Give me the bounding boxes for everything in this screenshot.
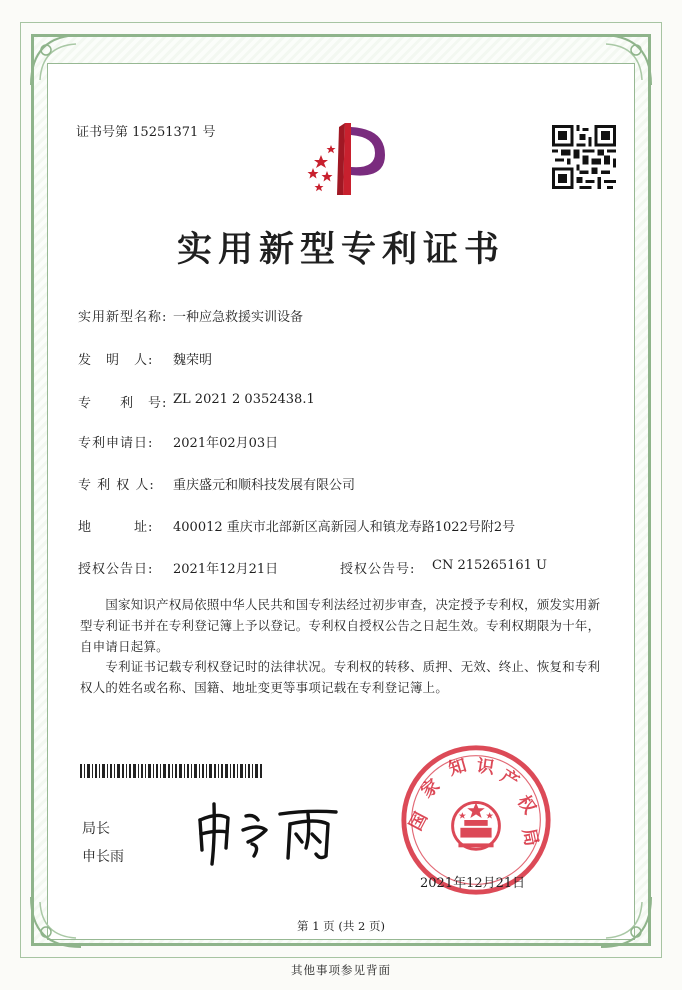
qr-code bbox=[552, 125, 616, 189]
director-title: 局长 bbox=[82, 821, 110, 837]
patent-office-logo-icon bbox=[293, 113, 393, 203]
legal-status-paragraph: 专利证书记载专利权登记时的法律状况。专利权的转移、质押、无效、终止、恢复和专利权人的姓名或名称、国籍、地址变更等事项记载在专利登记簿上。 bbox=[80, 659, 601, 695]
certificate-title: 实用新型专利证书 bbox=[176, 229, 505, 270]
certificate-number-suffix: 号 bbox=[202, 125, 216, 140]
director-signature bbox=[188, 798, 348, 868]
svg-text:知: 知 bbox=[446, 755, 469, 780]
filing-date-label: 专利申请日: bbox=[78, 436, 154, 451]
corner-ornament-top-right bbox=[596, 30, 656, 90]
inventor-value: 魏荣明 bbox=[173, 353, 213, 368]
certificate-number-label: 证书号第 bbox=[76, 125, 129, 140]
patentee-label: 专 利 权 人: bbox=[78, 478, 155, 493]
svg-text:家: 家 bbox=[417, 775, 444, 803]
grant-number-value: CN 215265161 U bbox=[432, 558, 547, 573]
seal-date: 2021年12月21日 bbox=[420, 876, 526, 891]
patent-number-value: ZL 2021 2 0352438.1 bbox=[173, 392, 315, 407]
corner-ornament-top-left bbox=[26, 30, 86, 90]
certificate-number-value: 15251371 bbox=[132, 125, 199, 140]
utility-model-name-label: 实用新型名称: bbox=[78, 310, 168, 325]
page-number: 第 1 页 (共 2 页) bbox=[297, 919, 385, 933]
certificate-number bbox=[76, 121, 215, 140]
utility-model-name-value: 一种应急救援实训设备 bbox=[173, 310, 304, 325]
address-label: 地 址: bbox=[78, 520, 154, 535]
patentee-value: 重庆盛元和顺科技发展有限公司 bbox=[173, 478, 356, 493]
svg-text:局: 局 bbox=[517, 826, 542, 848]
grant-date-label: 授权公告日: bbox=[78, 562, 154, 577]
svg-text:识: 识 bbox=[475, 756, 496, 779]
patent-number-label: 专 利 号: bbox=[78, 396, 168, 411]
footer-note: 其他事项参见背面 bbox=[291, 963, 391, 977]
director-name: 申长雨 bbox=[82, 849, 124, 865]
grant-number-label: 授权公告号: bbox=[340, 562, 416, 577]
address-value: 400012 重庆市北部新区高新园人和镇龙寿路1022号附2号 bbox=[173, 520, 516, 535]
svg-text:国: 国 bbox=[406, 809, 433, 835]
grant-date-value: 2021年12月21日 bbox=[173, 562, 279, 577]
barcode bbox=[80, 764, 262, 778]
filing-date-value: 2021年02月03日 bbox=[173, 436, 279, 451]
grant-statement-paragraph: 国家知识产权局依照中华人民共和国专利法经过初步审查，决定授予专利权，颁发实用新型专利证书并在专利登记簿上予以登记。专利权自授权公告之日起生效。专利权期限为十年，自申请日起算。 bbox=[80, 597, 601, 654]
svg-text:产: 产 bbox=[496, 766, 523, 793]
inventor-label: 发 明 人: bbox=[78, 353, 154, 368]
svg-text:权: 权 bbox=[512, 792, 540, 818]
